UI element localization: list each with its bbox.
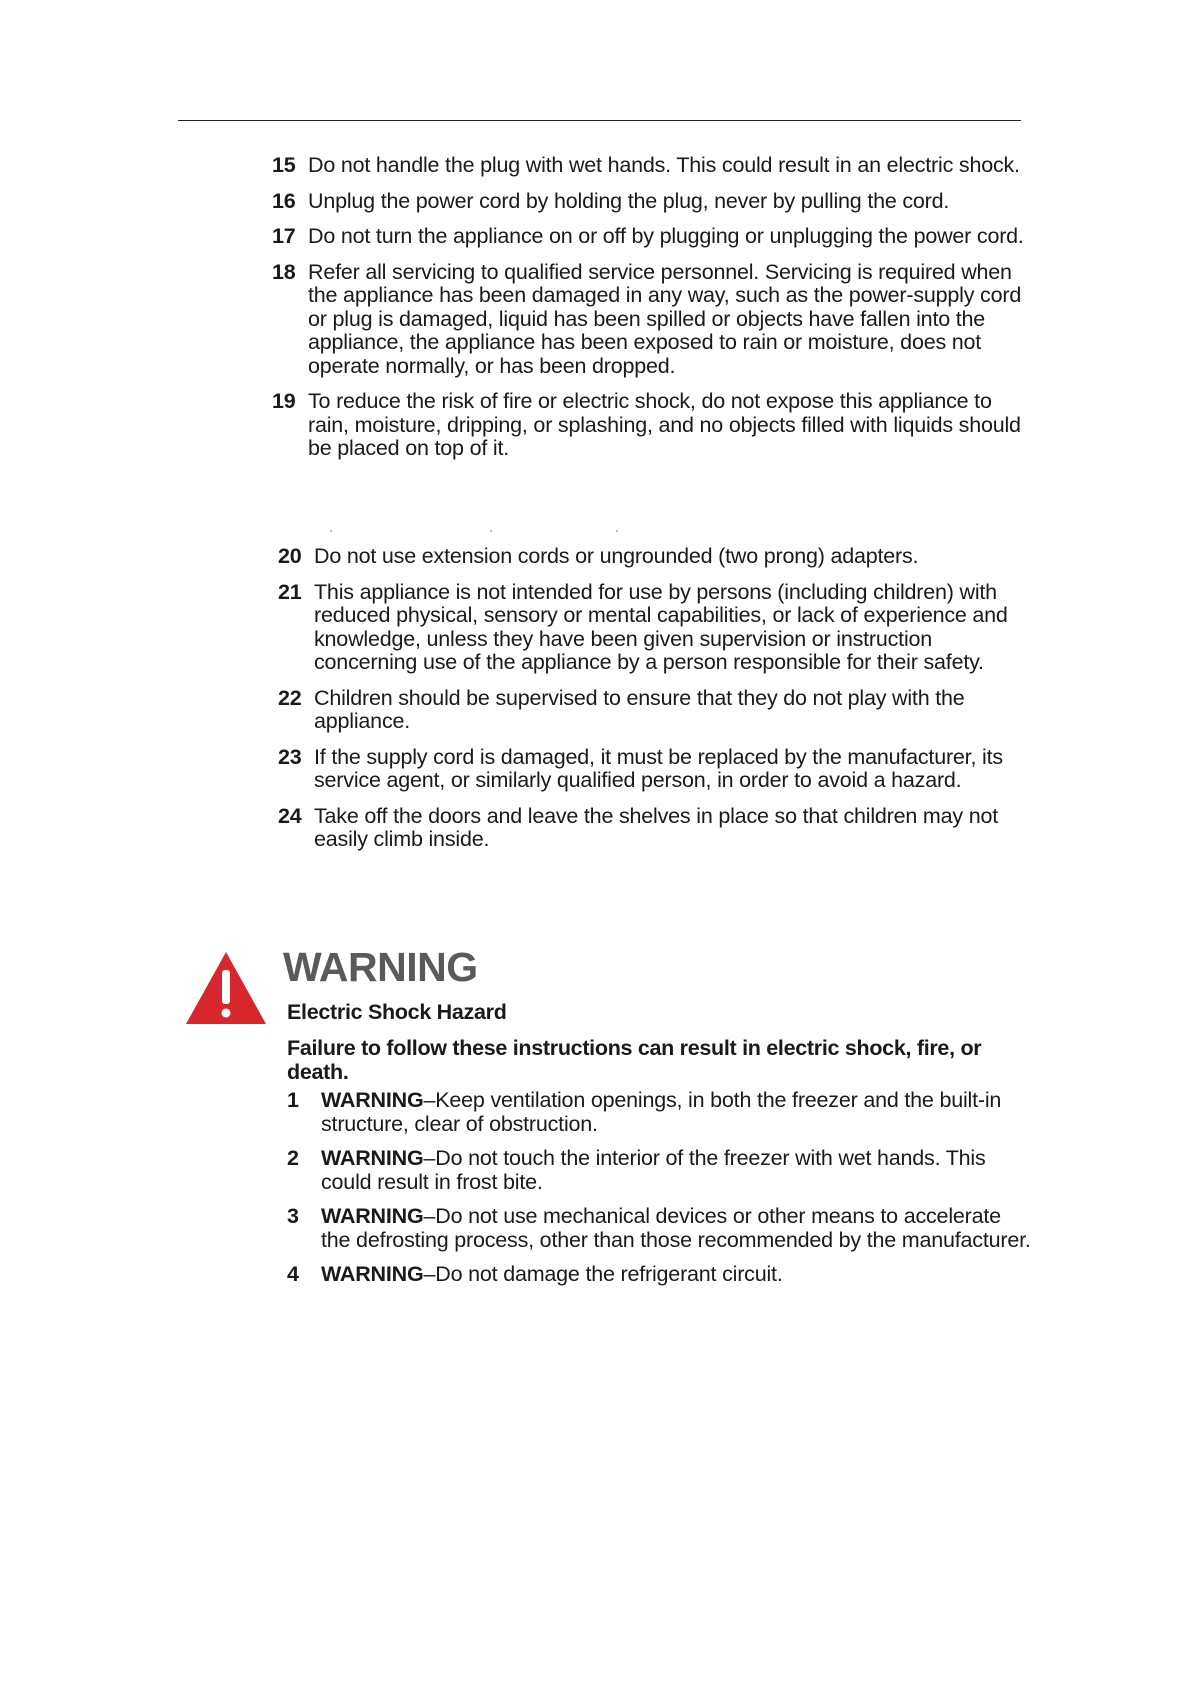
item-text: Children should be supervised to ensure that they do not play with the appliance.: [314, 685, 965, 733]
list-item: [272, 190, 1032, 214]
item-text: Do not turn the appliance on or off by plugging or unplugging the power cord.: [308, 224, 1024, 248]
item-body: [321, 1147, 1032, 1194]
item-number: 17: [272, 224, 296, 248]
item-text: Refer all servicing to qualified service personnel. Servicing is required when the appliance has been damaged in any way, such as the power-supply cord or plug is damaged, liquid has been spilled or objects have fallen into the appliance, the appliance has been exposed to rain or moisture, does not operate normally, or has been dropped.: [308, 259, 1022, 378]
item-number: 4: [287, 1262, 299, 1286]
item-text: Take off the doors and leave the shelves in place so that children may not easily climb inside.: [314, 803, 998, 851]
list-item: [287, 1263, 1032, 1287]
item-number: 3: [287, 1204, 299, 1228]
item-text: –Keep ventilation openings, in both the freezer and the built-in structure, clear of obstruction.: [321, 1088, 1002, 1136]
list-item: [278, 545, 1038, 569]
header-rule: [178, 120, 1021, 121]
list-item: [278, 581, 1038, 675]
list-item: [272, 261, 1032, 379]
warning-lead-text: Failure to follow these instructions can result in electric shock, fire, or death.: [287, 1036, 982, 1084]
warning-label: WARNING: [321, 1146, 424, 1170]
list-item: [278, 746, 1038, 793]
list-item: [287, 1089, 1032, 1136]
item-number: 23: [278, 744, 302, 769]
list-item: [287, 1205, 1032, 1252]
safety-instructions-list-part1: [272, 154, 1032, 461]
item-number: 2: [287, 1146, 299, 1170]
item-text: If the supply cord is damaged, it must be replaced by the manufacturer, its service agent, or similarly qualified person, in order to avoid a hazard.: [314, 744, 1003, 792]
warning-items-list: [287, 1089, 1032, 1287]
item-number: 15: [272, 153, 296, 177]
item-body: [321, 1089, 1032, 1136]
item-number: 21: [278, 579, 302, 604]
item-number: 18: [272, 259, 296, 284]
item-body: [321, 1263, 1032, 1287]
list-item: [272, 390, 1032, 461]
item-text: –Do not use mechanical devices or other means to accelerate the defrosting process, other than those recommended by the manufacturer.: [321, 1204, 1031, 1252]
warning-triangle-icon: [186, 952, 266, 1024]
scan-artifact-marks: [330, 530, 630, 536]
item-text: This appliance is not intended for use by persons (including children) with reduced physical, sensory or mental capabilities, or lack of experience and knowledge, unless they have been given supervision or instruction concerning use of the appliance by a person responsible for their safety.: [314, 579, 1008, 674]
item-number: 24: [278, 803, 302, 828]
warning-label: WARNING: [321, 1088, 424, 1112]
safety-instructions-list-part2: [278, 545, 1038, 852]
item-text: To reduce the risk of fire or electric shock, do not expose this appliance to rain, moisture, dripping, or splashing, and no objects filled with liquids should be placed on top of it.: [308, 389, 1021, 460]
list-item: [278, 805, 1038, 852]
list-item: [272, 154, 1032, 178]
item-text: Unplug the power cord by holding the plug, never by pulling the cord.: [308, 188, 950, 213]
warning-subtitle: Electric Shock Hazard: [287, 1000, 507, 1024]
item-number: 16: [272, 188, 296, 213]
item-text: –Do not damage the refrigerant circuit.: [423, 1262, 783, 1286]
item-text: Do not handle the plug with wet hands. This could result in an electric shock.: [308, 153, 1020, 177]
item-number: 19: [272, 389, 296, 413]
warning-label: WARNING: [321, 1204, 424, 1228]
list-item: [272, 225, 1032, 249]
item-number: 20: [278, 544, 302, 568]
warning-label: WARNING: [321, 1262, 424, 1286]
item-body: [321, 1205, 1032, 1252]
list-item: [287, 1147, 1032, 1194]
item-text: Do not use extension cords or ungrounded (two prong) adapters.: [314, 544, 919, 568]
item-number: 1: [287, 1088, 299, 1112]
warning-title: WARNING: [283, 944, 478, 990]
item-text: –Do not touch the interior of the freezer with wet hands. This could result in frost bite.: [321, 1146, 986, 1194]
item-number: 22: [278, 685, 302, 710]
list-item: [278, 687, 1038, 734]
